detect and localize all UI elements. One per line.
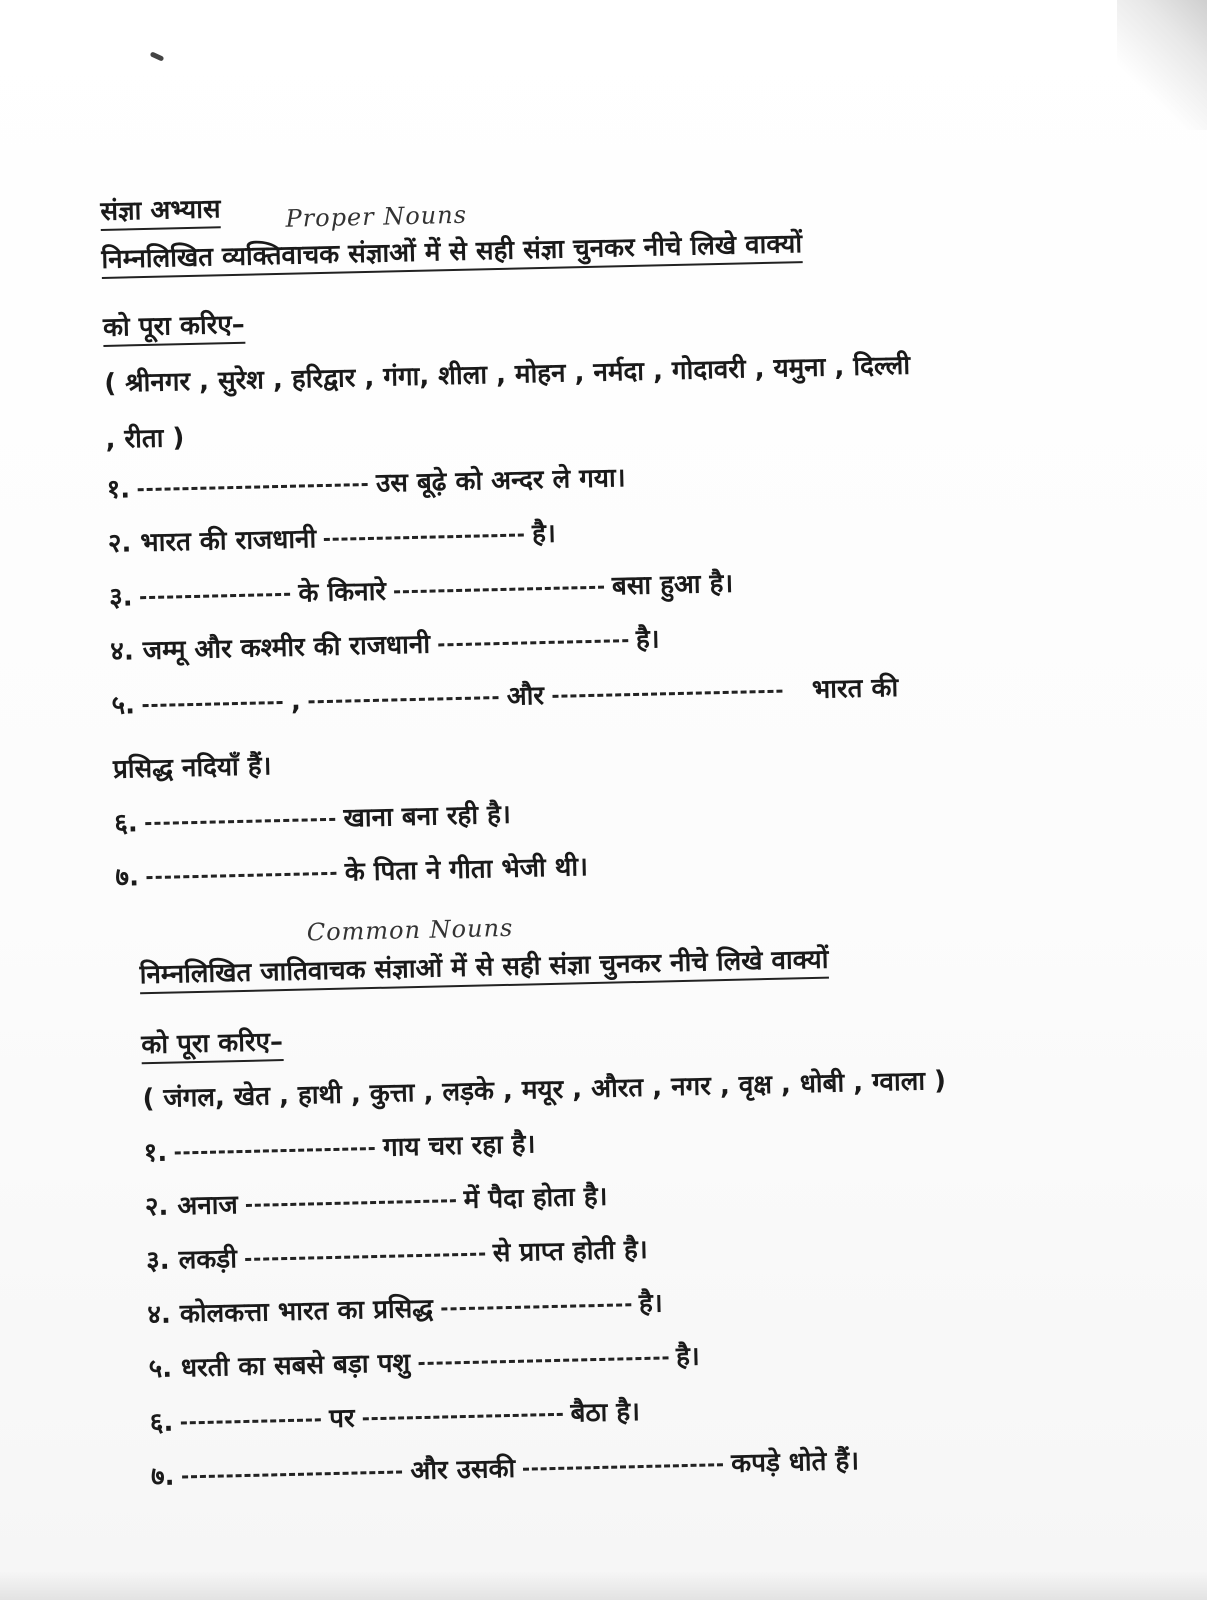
ink-speck xyxy=(150,51,165,61)
answer-blank[interactable] xyxy=(147,872,337,879)
section2-item-4: ४. कोलकत्ता भारत का प्रसिद्ध है। xyxy=(147,1288,663,1331)
section2-item-2: २. अनाज में पैदा होता है। xyxy=(144,1181,608,1223)
worksheet-title: संज्ञा अभ्यास xyxy=(100,192,221,229)
section2-item-1: १. गाय चरा रहा है। xyxy=(143,1129,536,1169)
section2-item-5: ५. धरती का सबसे बड़ा पशु है। xyxy=(148,1341,701,1385)
section2-item-6: ६. पर बैठा है। xyxy=(149,1397,641,1439)
answer-blank[interactable] xyxy=(146,818,336,825)
section1-item-4: ४. जम्मू और कश्मीर की राजधानी है। xyxy=(110,624,660,667)
section1-options-line2: , रीता ) xyxy=(105,423,185,455)
answer-blank[interactable] xyxy=(141,593,291,599)
proper-nouns-annotation: Proper Nouns xyxy=(285,200,468,233)
section1-item-6: ६. खाना बना रही है। xyxy=(113,799,512,839)
answer-blank[interactable] xyxy=(143,701,283,707)
section1-options-line1: ( श्रीनगर , सुरेश , हरिद्वार , गंगा, शीला , मोहन , नर्मदा , गोदावरी , यमुना , दिल्ली xyxy=(103,350,911,399)
answer-blank[interactable] xyxy=(309,696,499,703)
answer-blank[interactable] xyxy=(181,1418,321,1424)
answer-blank[interactable] xyxy=(182,1470,402,1478)
section2-options: ( जंगल, खेत , हाथी , कुत्ता , लड़के , मयूर , औरत , नगर , वृक्ष , धोबी , ग्वाला ) xyxy=(142,1066,947,1115)
section2-instruction-line1: निम्नलिखित जातिवाचक संज्ञाओं में से सही संज्ञा चुनकर नीचे लिखे वाक्यों xyxy=(139,943,828,993)
page-shadow xyxy=(0,1570,1207,1600)
section1-item-1: १. उस बूढ़े को अन्दर ले गया। xyxy=(106,463,626,505)
section1-item-5-continued: प्रसिद्ध नदियाँ हैं। xyxy=(112,751,272,785)
answer-blank[interactable] xyxy=(394,586,604,594)
section1-item-3: ३. के किनारे बसा हुआ है। xyxy=(108,568,734,613)
answer-blank[interactable] xyxy=(441,1303,631,1310)
page-crease xyxy=(1117,0,1207,130)
section1-item-5: ५. , और भारत की xyxy=(111,673,899,721)
answer-blank[interactable] xyxy=(363,1413,563,1421)
answer-blank[interactable] xyxy=(138,483,368,491)
section1-item-7: ७. के पिता ने गीता भेजी थी। xyxy=(115,852,589,893)
section2-item-3: ३. लकड़ी से प्राप्त होती है। xyxy=(145,1234,648,1277)
worksheet-body xyxy=(100,173,1060,1493)
section1-item-2: २. भारत की राजधानी है। xyxy=(107,518,557,559)
section1-instruction-line1: निम्नलिखित व्यक्तिवाचक संज्ञाओं में से सही संज्ञा चुनकर नीचे लिखे वाक्यों xyxy=(101,227,802,277)
answer-blank[interactable] xyxy=(438,639,628,646)
section2-instruction-line2: को पूरा करिए– xyxy=(141,1025,283,1062)
answer-blank[interactable] xyxy=(324,533,524,541)
answer-blank[interactable] xyxy=(552,690,782,698)
answer-blank[interactable] xyxy=(246,1199,456,1207)
answer-blank[interactable] xyxy=(175,1147,375,1155)
answer-blank[interactable] xyxy=(245,1253,485,1261)
answer-blank[interactable] xyxy=(418,1356,668,1365)
common-nouns-annotation: Common Nouns xyxy=(306,913,514,947)
answer-blank[interactable] xyxy=(523,1463,723,1471)
section1-instruction-line2: को पूरा करिए– xyxy=(103,308,245,345)
section2-item-7: ७. और उसकी कपड़े धोते हैं। xyxy=(150,1446,860,1493)
